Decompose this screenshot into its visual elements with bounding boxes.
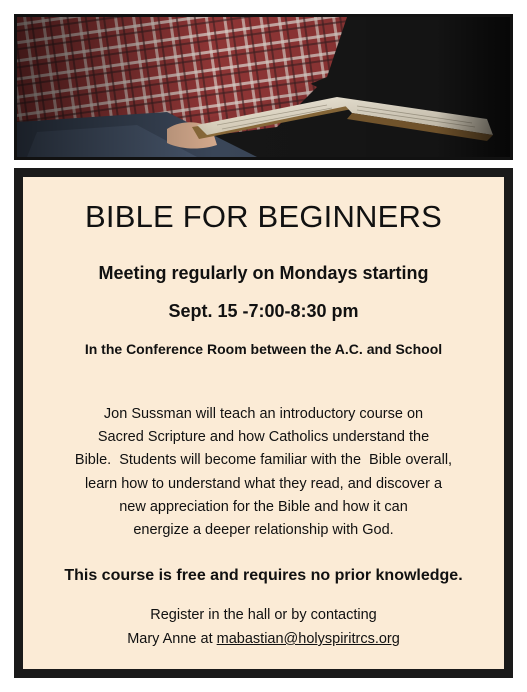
description-line: learn how to understand what they read, and discover a [84,475,443,492]
location-line: In the Conference Room between the A.C. and School [84,341,443,357]
contact-line [23,627,504,651]
registration-info [23,603,504,651]
flyer-content [22,176,505,670]
flyer-title: BIBLE FOR BEGINNERS [85,199,442,234]
contact-prefix: Mary Anne at [127,631,217,647]
schedule-line-1: Meeting regularly on Mondays starting [98,263,429,283]
description-line: Bible. Students will become familiar with the Bible overall, [74,452,453,469]
description-line: Jon Sussman will teach an introductory course on [103,406,424,422]
bible-reading-illustration [17,17,510,157]
description-line: new appreciation for the Bible and how it can [119,498,408,515]
free-course-note: This course is free and requires no prior knowledge. [64,567,463,584]
flyer-panel [14,168,513,678]
register-line: Register in the hall or by contacting [150,607,377,623]
header-photo [14,14,513,160]
schedule-line-2: Sept. 15 -7:00-8:30 pm [168,301,359,321]
contact-email-link[interactable]: mabastian@holyspiritrcs.org [216,631,400,647]
description-line: Sacred Scripture and how Catholics understand the [97,429,430,446]
course-description [23,403,504,542]
description-line: energize a deeper relationship with God. [133,522,394,539]
